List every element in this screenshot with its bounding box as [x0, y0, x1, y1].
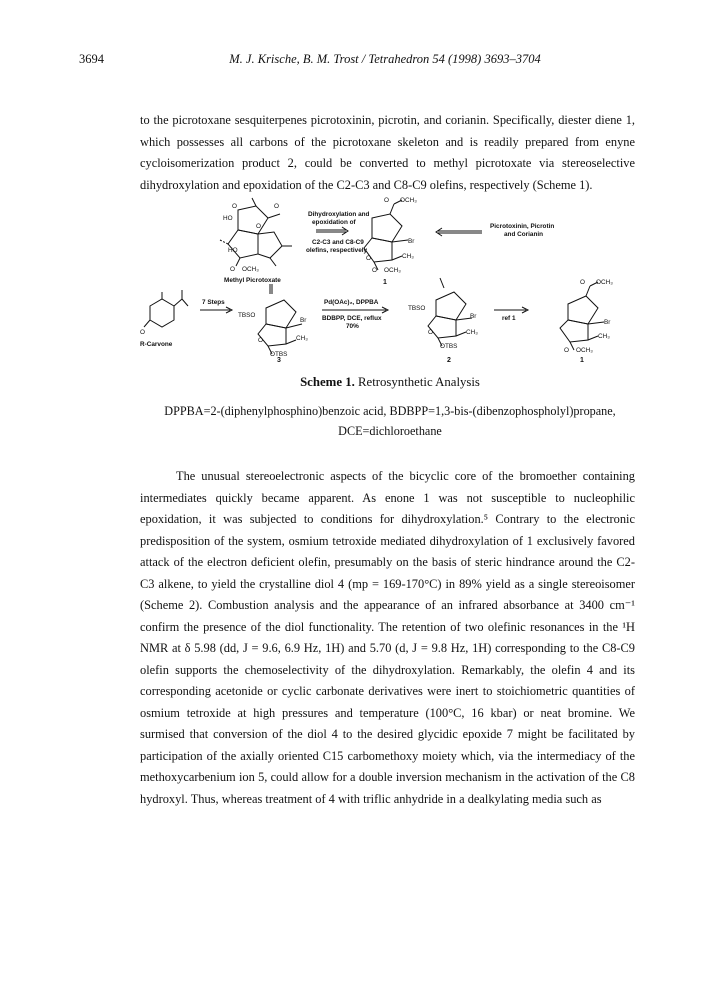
scheme-label: Scheme 1.	[300, 375, 355, 389]
step-label: Pd(OAc)₂, DPPBA	[324, 299, 379, 306]
atom-label-och3: OCH₃	[384, 267, 401, 274]
atom-label-o: O	[232, 203, 237, 210]
atom-label-o: O	[564, 347, 569, 354]
r-carvone-structure	[144, 290, 188, 327]
atom-label-br: Br	[408, 238, 415, 245]
step-label: 70%	[346, 323, 359, 330]
atom-label-o: O	[274, 203, 279, 210]
atom-label-otbs: OTBS	[440, 343, 458, 350]
atom-label-ch3: CH₃	[466, 329, 478, 336]
scheme-1-figure	[140, 196, 640, 364]
compound-number: 1	[383, 279, 387, 286]
atom-label-ch3: CH₃	[598, 333, 610, 340]
atom-label-o: O	[230, 266, 235, 273]
abbreviations-line: DPPBA=2-(diphenylphosphino)benzoic acid, BDBPP=1,3-bis-(dibenzophospholyl)propane,	[164, 404, 616, 418]
compound-number: 1	[580, 357, 584, 364]
arrow-text: epoxidation of	[312, 219, 356, 226]
atom-label-ho: HO	[223, 215, 233, 222]
atom-label-o: O	[580, 279, 585, 286]
atom-label-br: Br	[470, 313, 477, 320]
compound-number: 3	[277, 357, 281, 364]
compound-number: 2	[447, 357, 451, 364]
atom-label-och3: OCH₃	[242, 266, 259, 273]
step-label: ref 1	[502, 315, 516, 322]
paragraph-intro: to the picrotoxane sesquiterpenes picrotoxinin, picrotin, and corianin. Specifically, diester diene 1, which possesses all carbons of the picrotoxane skeleton and is readily prepared from enyne cycloisomerization product 2, could be converted to methyl picrotoxate via stereoselective dihydroxylation and epoxidation of the C2-C3 and C8-C9 olefins, respectively (Scheme 1).	[140, 113, 635, 192]
atom-label-o: O	[428, 329, 433, 336]
atom-label-o: O	[140, 329, 145, 336]
arrow-text: Dihydroxylation and	[308, 211, 370, 218]
arrow-text: olefins, respectively	[306, 247, 368, 254]
methyl-picrotoxate-structure	[220, 198, 292, 266]
atom-label-o: O	[256, 223, 261, 230]
scheme-title: Retrosynthetic Analysis	[358, 375, 480, 389]
abbreviations-line: DCE=dichloroethane	[338, 424, 442, 438]
atom-label-tbso: TBSO	[238, 312, 256, 319]
atom-label-och3: OCH₃	[596, 279, 613, 286]
atom-label-ch3: CH₃	[296, 335, 308, 342]
page-number: 3694	[79, 52, 104, 66]
compound-3-structure	[258, 284, 302, 354]
paragraph-body: The unusual stereoelectronic aspects of the bicyclic core of the bromoether containing intermediates quickly became apparent. As enone 1 was not susceptible to nucleophilic epoxidation, it was subjected to conditions for dihydroxylation.⁵ Contrary to the electronic predisposition of the system, osmium tetroxide mediated dihydroxylation of 1 exclusively favored attack of the electron deficient olefin, presumably on the basis of steric hindrance around the C2-C3 alkene, to yield the crystalline diol 4 (mp = 169-170°C) in 89% yield as a single stereoisomer (Scheme 2). Combustion analysis and the appearance of an infrared absorbance at 3400 cm⁻¹ confirm the presence of the diol functionality. The retention of two olefinic resonances in the ¹H NMR at δ 5.98 (dd, J = 9.6, 6.9 Hz, 1H) and 5.70 (d, J = 9.8 Hz, 1H) corresponding to the C8-C9 olefin supports the chemoselectivity of the dihydroxylation. Remarkably, the olefin 4 and its corresponding acetonide or cyclic carbonate derivatives were inert to stoichiometric quantities of osmium tetroxide at high pressures and temperature (100°C, 16 kbar) or neat bromine. We surmised that conversion of the diol 4 to the desired glycidic epoxide 7 might be facilitated by participation of the axially oriented C15 carbomethoxy moiety which, via the intermediacy of the methoxycarbenium ion 5, could allow for a double inversion mechanism in the activation of the C8 hydroxyl. Thus, whereas treatment of 4 with triflic anhydride in a dealkylating media such as	[140, 469, 635, 806]
atom-label-tbso: TBSO	[408, 305, 426, 312]
atom-label-och3: OCH₃	[576, 347, 593, 354]
atom-label-br: Br	[604, 319, 611, 326]
source-text: and Corianin	[504, 231, 544, 238]
arrow-text: C2-C3 and C8-C9	[312, 239, 364, 246]
step-label: 7 Steps	[202, 299, 225, 306]
atom-label-och3: OCH₃	[400, 197, 417, 204]
atom-label-ho: HO	[228, 247, 238, 254]
scheme-caption-title	[140, 375, 640, 390]
atom-label-otbs: OTBS	[270, 351, 288, 358]
atom-label-o: O	[258, 337, 263, 344]
atom-label-o: O	[372, 267, 377, 274]
atom-label-br: Br	[300, 317, 307, 324]
source-text: Picrotoxinin, Picrotin	[490, 223, 555, 230]
scheme-caption-abbreviations	[140, 401, 640, 441]
running-head: M. J. Krische, B. M. Trost / Tetrahedron 54 (1998) 3693–3704	[229, 52, 541, 66]
atom-label-o: O	[384, 197, 389, 204]
step-label: BDBPP, DCE, reflux	[322, 315, 382, 322]
atom-label-o: O	[366, 255, 371, 262]
methyl-picrotoxate-label: Methyl Picrotoxate	[224, 277, 281, 284]
r-carvone-label: R-Carvone	[140, 341, 173, 348]
atom-label-ch3: CH₃	[402, 253, 414, 260]
